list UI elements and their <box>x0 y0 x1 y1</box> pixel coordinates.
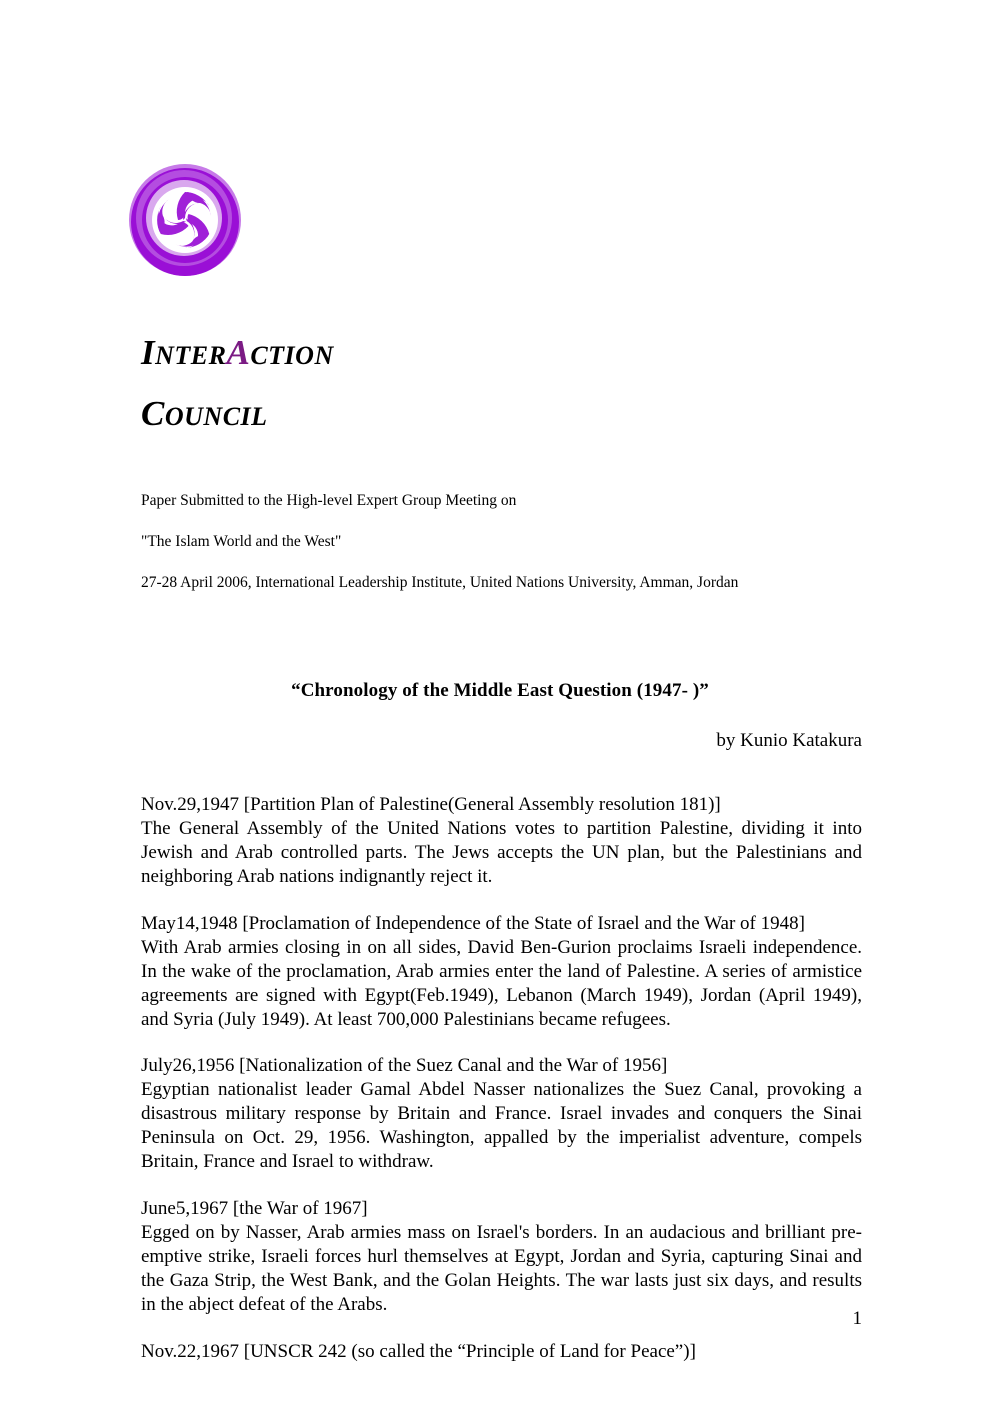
entry-body: Egyptian nationalist leader Gamal Abdel Nasser nationalizes the Suez Canal, provoking a disastrous military response by Britain and France. Israel invades and conquers the Sinai Peninsula on Oct. 29, 1956. Washington, appalled by the imperialist adventure, compels Britain, France and Israel to withdraw. <box>141 1079 862 1173</box>
wordmark-a-accent: A <box>226 333 251 372</box>
chronology-entry <box>141 1054 862 1174</box>
wordmark-interaction <box>141 335 641 370</box>
submission-line-1: Paper Submitted to the High-level Expert Group Meeting on <box>141 492 517 509</box>
chronology-entries <box>141 793 862 1364</box>
page-title: “Chronology of the Middle East Question (1947- )” <box>291 680 709 701</box>
chronology-entry <box>141 912 862 1032</box>
wordmark-ction: CTION <box>250 341 334 370</box>
document-author: by Kunio Katakura <box>716 730 862 751</box>
chronology-entry <box>141 793 862 889</box>
page-number: 1 <box>852 1308 862 1329</box>
entry-body: The General Assembly of the United Nations votes to partition Palestine, dividing it into Jewish and Arab controlled parts. The Jews accepts the UN plan, but the Palestinians and neighboring Arab nations indignantly reject it. <box>141 817 862 887</box>
wordmark-c-cap: C <box>141 394 165 433</box>
entry-heading: Nov.29,1947 [Partition Plan of Palestine(General Assembly resolution 181)] <box>141 794 721 815</box>
wordmark-ouncil: OUNCIL <box>164 402 268 431</box>
entry-heading: June5,1967 [the War of 1967] <box>141 1198 368 1220</box>
organization-wordmark <box>141 335 641 431</box>
wordmark-council <box>141 396 641 431</box>
entry-heading: Nov.22,1967 [UNSCR 242 (so called the “Principle of Land for Peace”)] <box>141 1340 696 1362</box>
entry-heading: July26,1956 [Nationalization of the Suez Canal and the War of 1956] <box>141 1055 668 1077</box>
entry-body: With Arab armies closing in on all sides, David Ben-Gurion proclaims Israeli independence. In the wake of the proclamation, Arab armies enter the land of Palestine. A series of armistice agreements are signed with Egypt(Feb.1949), Lebanon (March 1949), Jordan (April 1949), and Syria (July 1949). At least 700,000 Palestinians became refugees. <box>141 936 862 1030</box>
wordmark-i-cap: I <box>141 333 156 372</box>
triskelion-logo-icon <box>127 162 243 278</box>
entry-body: Egged on by Nasser, Arab armies mass on Israel's borders. In an audacious and brilliant pre-emptive strike, Israeli forces hurl themselves at Egypt, Jordan and Syria, capturing Sinai and the Gaza Strip, the West Bank, and the Golan Heights. The war lasts just six days, and results in the abject defeat of the Arabs. <box>141 1222 862 1315</box>
submission-block <box>141 492 901 614</box>
submission-line-2: "The Islam World and the West" <box>141 532 342 550</box>
chronology-entry <box>141 1340 862 1364</box>
wordmark-nter: NTER <box>155 341 227 370</box>
entry-heading: May14,1948 [Proclamation of Independence of the State of Israel and the War of 1948] <box>141 912 805 934</box>
submission-line-3: 27-28 April 2006, International Leadership Institute, United Nations University, Amman, Jordan <box>141 573 739 591</box>
interaction-council-logo <box>127 162 243 278</box>
chronology-entry <box>141 1197 862 1317</box>
